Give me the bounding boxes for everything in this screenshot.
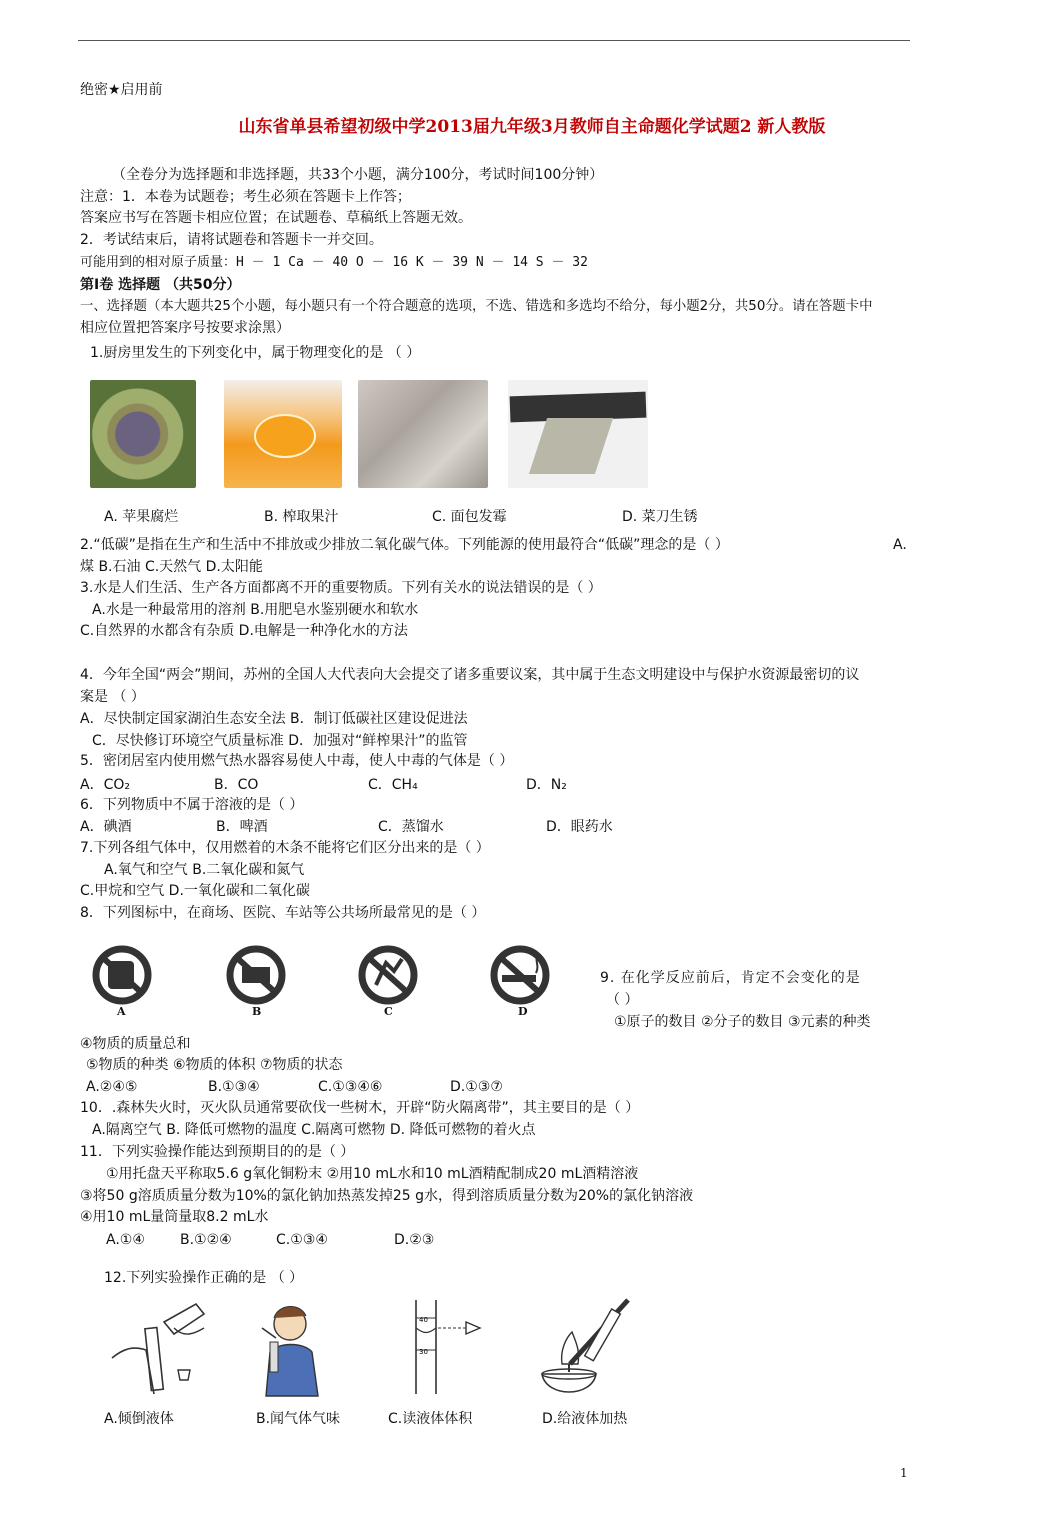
page-number: 1 [900,1466,908,1480]
q12-stem: 12.下列实验操作正确的是 （ ） [104,1270,304,1286]
q11-stem: 11．下列实验操作能达到预期目的的是（ ） [80,1144,355,1160]
q5-option: B．CO [214,777,259,793]
q6-stem: 6．下列物质中不属于溶液的是（ ） [80,797,304,813]
q6-option: B．啤酒 [216,819,268,835]
scale-mark-40: 40 [419,1316,428,1324]
intro-line: 注意：1．本卷为试题卷；考生必须在答题卡上作答； [80,189,411,205]
scale-mark-30: 30 [419,1348,428,1356]
q7-options: A.氧气和空气 B.二氧化碳和氮气 [104,862,305,878]
q4-options: C．尽快修订环境空气质量标准 D．加强对“鲜榨果汁”的监管 [92,733,468,749]
heat-liquid-illustration [536,1294,646,1400]
q9-option: C.①③④⑥ [318,1079,383,1095]
smell-gas-illustration [252,1298,342,1398]
read-volume-illustration [396,1298,496,1398]
q9-blank: （ ） [606,992,639,1008]
q5-option: A．CO₂ [80,777,130,793]
page-title: 山东省单县希望初级中学2013届九年级3月教师自主命题化学试题2 新人教版 [238,117,826,137]
q9-option: A.②④⑤ [86,1079,138,1095]
q10-stem: 10．.森林失火时，灭火队员通常要砍伐一些树木，开辟“防火隔离带”，其主要目的是（ ） [80,1100,640,1116]
q11-item: ③将50 g溶质质量分数为10%的氯化钠加热蒸发掉25 g水，得到溶质质量分数为20%的氯化钠溶液 [80,1188,694,1204]
q9-items: ①原子的数目 ②分子的数目 ③元素的种类 [614,1014,871,1030]
pour-liquid-illustration [104,1298,214,1398]
q1-option: C. 面包发霉 [432,509,507,525]
q1-photo-knife [508,380,648,488]
intro-atomic-mass: 可能用到的相对原子质量：H － 1 Ca － 40 O － 16 K － 39 N － 14 S － 32 [80,255,588,270]
q11-option: C.①③④ [276,1232,328,1248]
q1-option: B. 榨取果汁 [264,509,339,525]
q12-option: D.给液体加热 [542,1411,628,1427]
q6-option: C．蒸馏水 [378,819,444,835]
q8-label: B [252,1005,262,1018]
no-oil-drum-sign [80,945,164,1005]
q10-options: A.隔离空气 B. 降低可燃物的温度 C.隔离可燃物 D. 降低可燃物的着火点 [92,1122,536,1138]
section-heading: 第Ⅰ卷 选择题 （共50分） [80,277,241,293]
q5-option: D．N₂ [526,777,567,793]
q3-options: C.自然界的水都含有杂质 D.电解是一种净化水的方法 [80,623,408,639]
q8-label: A [117,1005,126,1018]
q12-option: C.读液体体积 [388,1411,473,1427]
q8-label: D [518,1005,528,1018]
q1-stem: 1.厨房里发生的下列变化中，属于物理变化的是 （ ） [90,345,421,361]
q11-option: D.②③ [394,1232,435,1248]
q8-stem: 8．下列图标中，在商场、医院、车站等公共场所最常见的是（ ） [80,905,486,921]
q2-stem: 2.“低碳”是指在生产和生活中不排放或少排放二氧化碳气体。下列能源的使用最符合“低碳”理念的是（ ） [80,537,729,553]
q3-options: A.水是一种最常用的溶剂 B.用肥皂水鉴别硬水和软水 [92,602,419,618]
q9-stem: 9. 在化学反应前后，肯定不会变化的是 [600,970,861,986]
q6-option: A．碘酒 [80,819,132,835]
q9-items: ④物质的质量总和 [80,1036,191,1052]
q4-options: A．尽快制定国家湖泊生态安全法 B．制订低碳社区建设促进法 [80,711,468,727]
q1-photo-apple [90,380,196,488]
knife-icon [529,418,613,474]
q3-stem: 3.水是人们生活、生产各方面都离不开的重要物质。下列有关水的说法错误的是（ ） [80,580,602,596]
q1-option: D. 菜刀生锈 [622,509,698,525]
q2-option-a: A. [893,537,907,553]
intro-line: 2．考试结束后，请将试题卷和答题卡一并交回。 [80,232,383,248]
no-smoking-sign [478,945,562,1005]
q5-stem: 5．密闭居室内使用燃气热水器容易使人中毒，使人中毒的气体是（ ） [80,753,514,769]
q4-stem: 案是 （ ） [80,689,145,705]
q4-stem: 4．今年全国“两会”期间，苏州的全国人大代表向大会提交了诸多重要议案，其中属于生态文明建设中与保护水资源最密切的议 [80,667,860,683]
q11-option: A.①④ [106,1232,145,1248]
q9-option: B.①③④ [208,1079,260,1095]
q9-items: ⑤物质的种类 ⑥物质的体积 ⑦物质的状态 [86,1057,343,1073]
intro-line: （全卷分为选择题和非选择题，共33个小题，满分100分，考试时间100分钟） [112,167,604,183]
q11-item: ④用10 mL量筒量取8.2 mL水 [80,1209,269,1225]
q1-photo-juice [224,380,342,488]
no-fireworks-sign [346,945,430,1005]
q6-option: D．眼药水 [546,819,613,835]
q8-label: C [384,1005,393,1018]
q11-item: ①用托盘天平称取5.6 g氧化铜粉末 ②用10 mL水和10 mL酒精配制成20 mL酒精溶液 [106,1166,639,1182]
q7-options: C.甲烷和空气 D.一氧化碳和二氧化碳 [80,883,310,899]
q1-option: A. 苹果腐烂 [104,509,179,525]
section-instruction: 相应位置把答案序号按要求涂黑） [80,320,290,336]
section-instruction: 一、选择题（本大题共25个小题，每小题只有一个符合题意的选项，不选、错选和多选均不给分，每小题2分，共50分。请在答题卡中 [80,299,873,314]
secret-mark: 绝密★启用前 [80,82,163,98]
header-rule [78,40,910,41]
q12-option: A.倾倒液体 [104,1411,174,1427]
intro-line: 答案应书写在答题卡相应位置；在试题卷、草稿纸上答题无效。 [80,210,472,226]
q2-options: 煤 B.石油 C.天然气 D.太阳能 [80,559,263,575]
orange-icon [254,414,316,458]
q7-stem: 7.下列各组气体中，仅用燃着的木条不能将它们区分出来的是（ ） [80,840,490,856]
q5-option: C．CH₄ [368,777,418,793]
q9-option: D.①③⑦ [450,1079,503,1095]
no-matches-sign [214,945,298,1005]
q12-option: B.闻气体气味 [256,1411,341,1427]
q11-option: B.①②④ [180,1232,232,1248]
q1-photo-bread [358,380,488,488]
